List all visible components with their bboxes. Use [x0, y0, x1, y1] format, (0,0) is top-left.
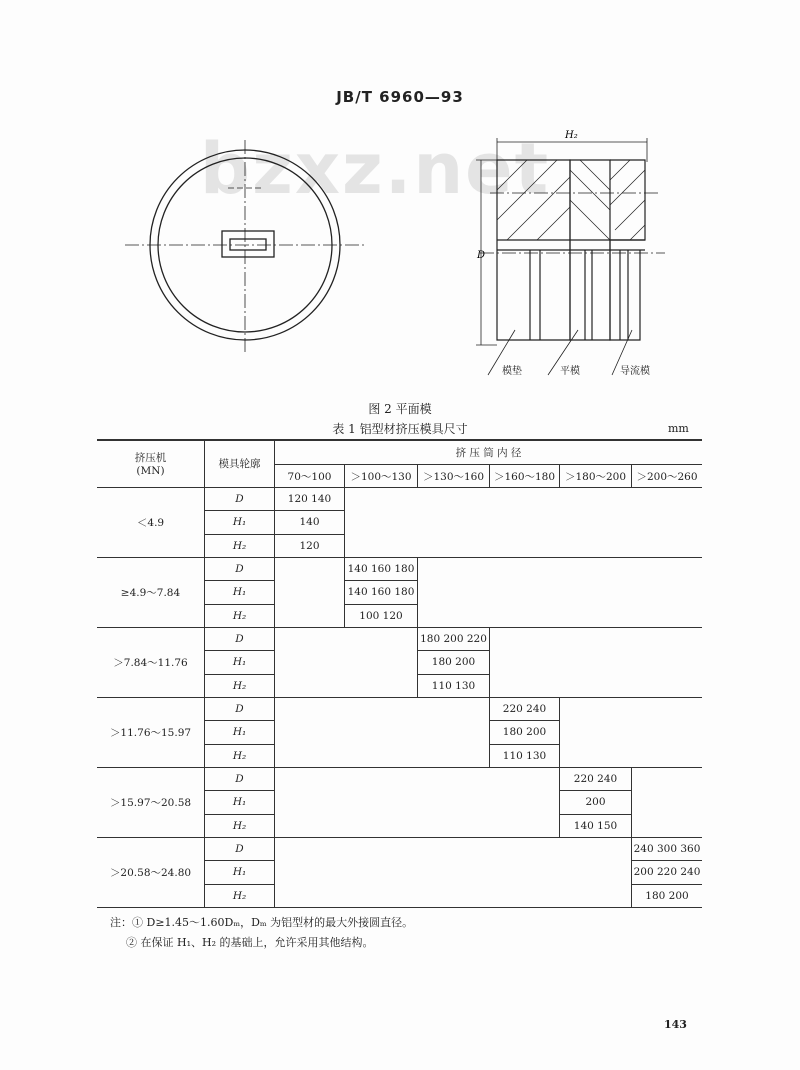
front-view — [125, 140, 365, 355]
value-cell: 200 220 240 — [632, 861, 702, 884]
watermark: bzxz.net — [200, 128, 551, 210]
press-range-cell: ＞11.76～15.97 — [97, 698, 205, 768]
profile-key-cell: H₁ — [205, 511, 275, 534]
profile-key-cell: D — [205, 488, 275, 511]
value-cell: 140 160 180 — [345, 558, 418, 581]
header-range: ＞160～180 — [490, 465, 560, 488]
profile-key-cell: H₂ — [205, 815, 275, 838]
press-range-cell: ≥4.9～7.84 — [97, 558, 205, 628]
header-container-bore: 挤 压 筒 内 径 — [275, 440, 702, 465]
blank-cell — [418, 558, 702, 628]
blank-cell — [275, 628, 418, 698]
note-1: 注：① D≥1.45～1.60Dₘ，Dₘ 为铝型材的最大外接圆直径。 — [110, 916, 414, 929]
header-press-unit: (MN) — [136, 465, 165, 477]
profile-key-cell: D — [205, 768, 275, 791]
value-cell: 180 200 — [490, 721, 560, 744]
press-range-cell: ＞7.84～11.76 — [97, 628, 205, 698]
dim-h2-label: H₂ — [565, 130, 578, 141]
value-cell: 220 240 — [490, 698, 560, 721]
blank-cell — [632, 768, 702, 838]
value-cell: 140 — [275, 511, 345, 534]
header-range: ＞180～200 — [560, 465, 632, 488]
value-cell: 240 300 360 — [632, 838, 702, 861]
blank-cell — [560, 698, 702, 768]
header-press-label: 挤压机 — [134, 452, 167, 464]
page-number: 143 — [664, 1018, 687, 1031]
table-unit: mm — [668, 422, 689, 435]
blank-cell — [345, 488, 702, 558]
profile-key-cell: H₁ — [205, 861, 275, 884]
value-cell: 140 160 180 — [345, 581, 418, 604]
standard-header: JB/T 6960—93 — [336, 88, 464, 106]
blank-cell — [490, 628, 702, 698]
profile-key-cell: H₁ — [205, 581, 275, 604]
value-cell: 180 200 220 — [418, 628, 490, 651]
press-range-cell: ＞15.97～20.58 — [97, 768, 205, 838]
profile-key-cell: D — [205, 628, 275, 651]
press-range-cell: ＞20.58～24.80 — [97, 838, 205, 908]
value-cell: 110 130 — [418, 675, 490, 698]
header-range: 70～100 — [275, 465, 345, 488]
figure-caption: 图 2 平面模 — [368, 402, 432, 416]
table-caption: 表 1 铝型材挤压模具尺寸 — [332, 422, 468, 436]
dim-d-label: D — [477, 250, 486, 261]
value-cell: 100 120 — [345, 605, 418, 628]
label-die-pad: 模垫 — [502, 366, 522, 377]
blank-cell — [275, 838, 632, 908]
header-press — [97, 440, 205, 488]
header-profile: 模具轮廓 — [205, 440, 275, 488]
profile-key-cell: H₂ — [205, 605, 275, 628]
blank-cell — [275, 558, 345, 628]
header-range: ＞100～130 — [345, 465, 418, 488]
profile-key-cell: D — [205, 558, 275, 581]
profile-key-cell: H₁ — [205, 721, 275, 744]
press-range-cell: ＜4.9 — [97, 488, 205, 558]
header-range: ＞130～160 — [418, 465, 490, 488]
note-2: ② 在保证 H₁、H₂ 的基础上，允许采用其他结构。 — [126, 936, 374, 949]
value-cell: 200 — [560, 791, 632, 814]
value-cell: 120 — [275, 535, 345, 558]
profile-key-cell: D — [205, 838, 275, 861]
header-range: ＞200～260 — [632, 465, 702, 488]
value-cell: 180 200 — [418, 651, 490, 674]
figure-flat-die — [0, 0, 800, 400]
section-view — [476, 138, 665, 375]
value-cell: 140 150 — [560, 815, 632, 838]
value-cell: 220 240 — [560, 768, 632, 791]
profile-key-cell: H₂ — [205, 535, 275, 558]
blank-cell — [275, 768, 560, 838]
profile-key-cell: H₂ — [205, 885, 275, 908]
blank-cell — [275, 698, 490, 768]
label-flat-die: 平模 — [560, 366, 580, 377]
label-guide-die: 导流模 — [620, 366, 650, 377]
value-cell: 180 200 — [632, 885, 702, 908]
profile-key-cell: D — [205, 698, 275, 721]
value-cell: 110 130 — [490, 745, 560, 768]
value-cell: 120 140 — [275, 488, 345, 511]
profile-key-cell: H₂ — [205, 745, 275, 768]
profile-key-cell: H₁ — [205, 791, 275, 814]
profile-key-cell: H₁ — [205, 651, 275, 674]
profile-key-cell: H₂ — [205, 675, 275, 698]
